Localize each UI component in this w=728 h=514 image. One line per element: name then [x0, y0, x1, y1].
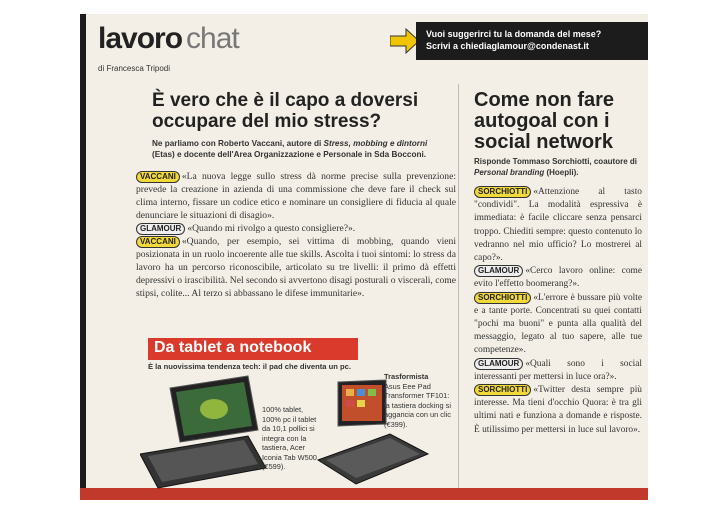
banner-line-1: Vuoi suggerirci tu la domanda del mese?	[426, 29, 602, 39]
qa-text: «Cerco lavoro online: come evito l'effetto boomerang?».	[474, 266, 642, 290]
asus-caption-text: Asus Eee Pad Transformer TF101: la tastiera docking si aggancia con un clic (€399).	[384, 381, 451, 429]
right-intro-suffix: (Hoepli).	[544, 168, 579, 177]
page-edge-strip	[80, 14, 86, 500]
qa-block	[136, 223, 355, 234]
left-article-title: È vero che è il capo a doversi occupare del mio stress?	[152, 90, 419, 132]
left-article-intro	[152, 138, 452, 160]
qa-block	[474, 293, 642, 356]
qa-block	[474, 266, 642, 289]
speaker-tag-glamour: GLAMOUR	[474, 265, 523, 277]
speaker-tag-vaccani: VACCANI	[136, 171, 180, 183]
speaker-tag-glamour: GLAMOUR	[474, 358, 523, 370]
right-article-title: Come non fare autogoal con i social network	[474, 89, 615, 153]
suggestion-banner	[416, 22, 648, 60]
byline: di Francesca Tripodi	[98, 64, 171, 73]
column-divider	[458, 84, 459, 488]
qa-text: «La nuova legge sullo stress dà norme precise sulla prevenzione: prevede la creazione in azienda di una commissione che deve fare il check sul clima interno, fissare un codice etico e nominare un consigliere di fiducia al quale denunciare le situazioni di disagio».	[136, 171, 456, 221]
right-article-body	[474, 186, 642, 437]
qa-text: «Quali sono i social interessanti per mettersi in luce ora?».	[474, 358, 642, 382]
right-article-intro	[474, 156, 649, 178]
qa-text: «Quando, per esempio, sei vittima di mobbing, quando vieni posizionata in un ruolo incoerente alle tue skills. Ascolta i tuoi sintomi: lo stress da lavoro ha un percorso riconoscibile, articolato su tre livelli: il primo dà effetti depressivi o irascibilità. Nel secondo si avvertono disagi posturali o viscerali, come stipsi, colite... Al terzo si abbassano le difese immunitarie».	[136, 236, 456, 299]
qa-block	[136, 236, 456, 299]
qa-block	[474, 385, 642, 435]
qa-text: «Attenzione al tasto "condividi". La modalità espressiva è immediata: è facile cliccare senza pensarci troppo. Chiediti sempre: questo contenuto lo vedranno nel mio ufficio? Lo mostrerei al capo?».	[474, 187, 642, 264]
speaker-tag-sorchiotti: SORCHIOTTI	[474, 292, 531, 304]
asus-caption-title: Trasformista	[384, 372, 429, 381]
speaker-tag-sorchiotti: SORCHIOTTI	[474, 384, 531, 396]
section-header	[98, 22, 388, 58]
qa-block	[136, 171, 456, 221]
asus-caption	[384, 372, 456, 429]
header-title-bold: lavoro	[98, 22, 183, 55]
qa-text: «L'errore è bussare più volte e a tante porte. Concentrati su quei contatti "pochi ma buoni" e punta alla qualità del messaggio, legato al tuo sapere, alle tue competenze».	[474, 292, 642, 356]
tablet-section-subheading: È la nuovissima tendenza tech: il pad che diventa un pc.	[148, 362, 351, 371]
acer-caption: 100% tablet, 100% pc il tablet da 10,1 pollici si integra con la tastiera, Acer Iconia Tab W500 (€599).	[262, 405, 317, 471]
speaker-tag-vaccani: VACCANI	[136, 236, 180, 248]
speaker-tag-glamour: GLAMOUR	[136, 223, 185, 235]
left-intro-suffix: (Etas) e docente dell'Area Organizzazione e Personale in Sda Bocconi.	[152, 150, 427, 159]
left-article-body	[136, 170, 456, 300]
left-intro-book: Stress, mobbing e dintorni	[323, 139, 428, 148]
banner-email-line[interactable]: Scrivi a chiediaglamour@condenast.it	[426, 41, 589, 51]
right-intro-book: Personal branding	[474, 168, 545, 177]
tablet-section-heading: Da tablet a notebook	[148, 338, 358, 360]
qa-block	[474, 187, 642, 263]
right-intro-prefix: Risponde Tommaso Sorchiotti, coautore di	[474, 157, 637, 166]
qa-block	[474, 359, 642, 382]
qa-text: «Twitter desta sempre più interesse. Ma tieni d'occhio Quora: è tra gli ultimi nati e funziona a domande e risposte. È utilissimo per mettersi in luce sul lavoro».	[474, 385, 642, 435]
header-title-light: chat	[186, 22, 239, 55]
acer-tablet-image	[140, 376, 266, 488]
left-intro-prefix: Ne parliamo con Roberto Vaccani, autore di	[152, 139, 324, 148]
speaker-tag-sorchiotti: SORCHIOTTI	[474, 186, 531, 198]
qa-text: «Quando mi rivolgo a questo consigliere?».	[187, 223, 356, 234]
